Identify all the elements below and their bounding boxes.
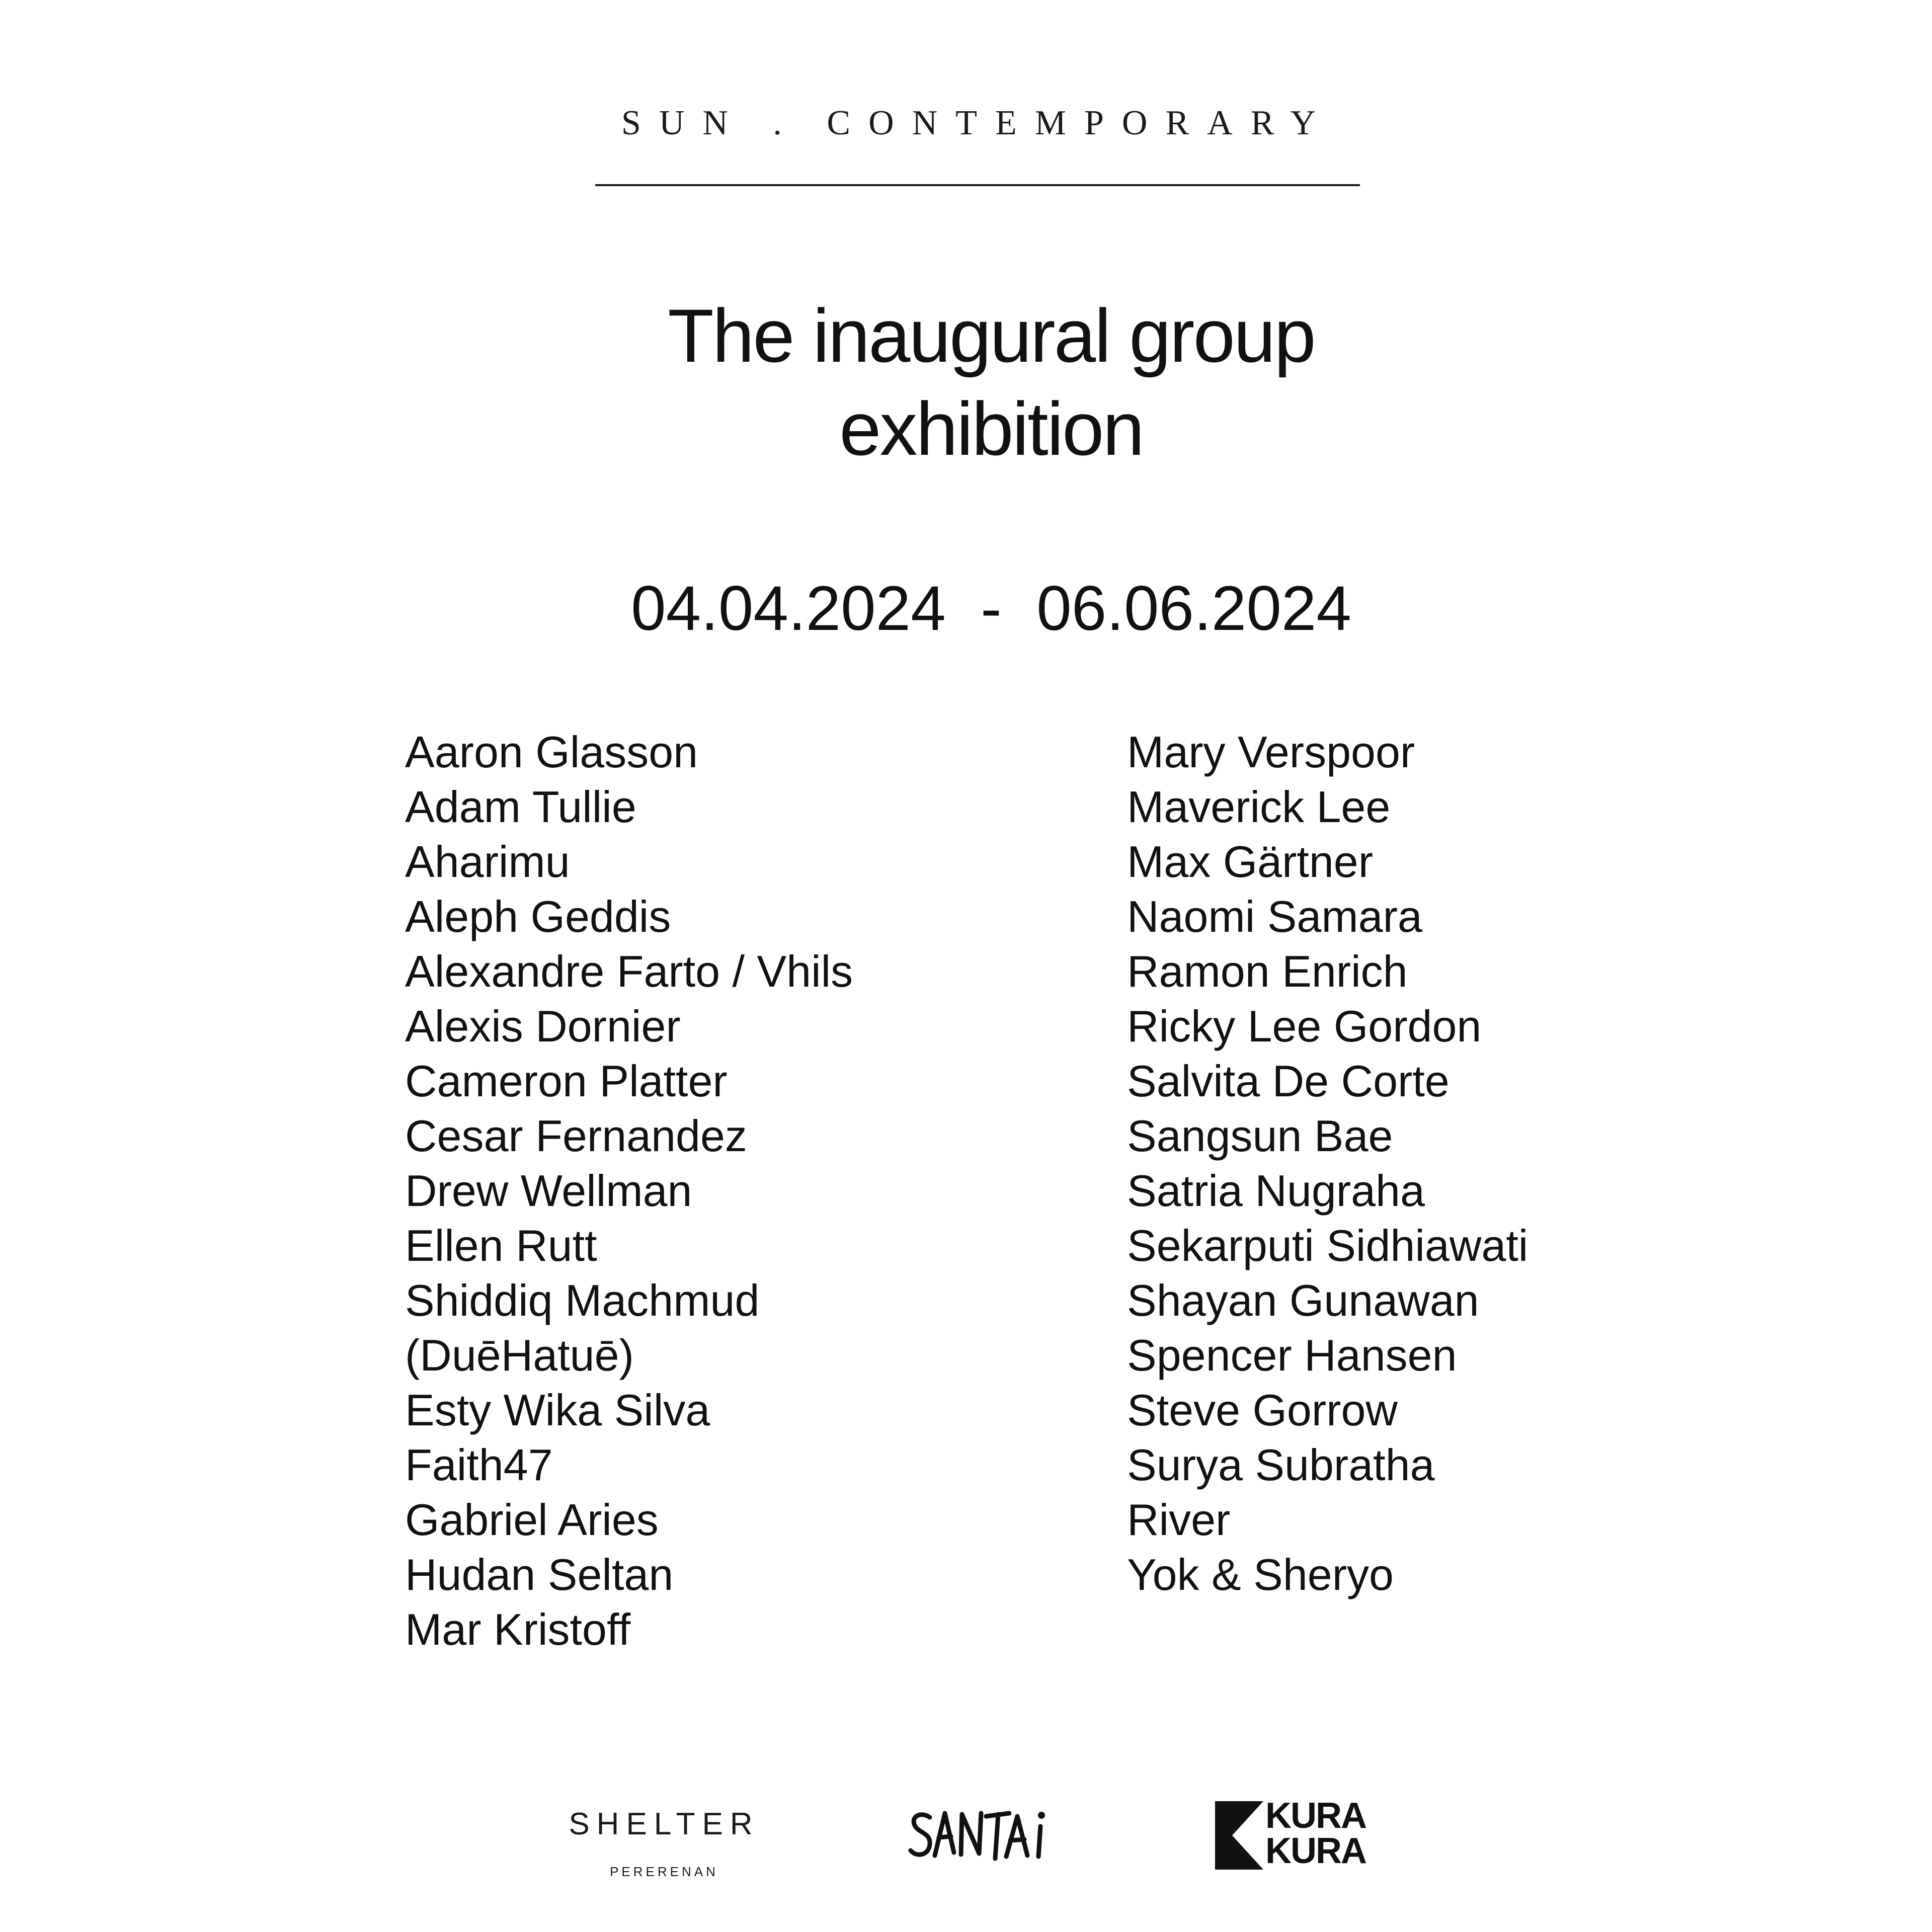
artist-name: River — [1127, 1495, 1231, 1545]
artist-name: Maverick Lee — [1127, 782, 1391, 832]
artist-name: Ellen Rutt — [405, 1221, 597, 1270]
artist-name: (DuēHatuē) — [405, 1330, 634, 1380]
artist-name: Cameron Platter — [405, 1056, 728, 1106]
artist-name: Aaron Glasson — [405, 727, 698, 777]
shelter-logo-subtitle: PERERENAN — [610, 1864, 718, 1879]
santai-logo — [906, 1796, 1057, 1872]
exhibition-dates: 04.04.2024 - 06.06.2024 — [631, 574, 1351, 643]
brand-divider — [595, 184, 1360, 186]
brand-title: SUN . CONTEMPORARY — [621, 104, 1334, 142]
artist-name: Esty Wika Silva — [405, 1385, 710, 1435]
artist-name: Faith47 — [405, 1440, 553, 1490]
artist-name: Spencer Hansen — [1127, 1330, 1457, 1380]
artist-name: Alexis Dornier — [405, 1001, 681, 1051]
artist-name: Aleph Geddis — [405, 892, 671, 941]
kura-kura-logo-mark — [1215, 1801, 1270, 1870]
kura-line-1: KURA — [1265, 1796, 1366, 1836]
artist-name: Ramon Enrich — [1127, 946, 1408, 996]
artist-name: Salvita De Corte — [1127, 1056, 1450, 1106]
artist-name: Steve Gorrow — [1127, 1385, 1398, 1435]
exhibition-title-line1: The inaugural group — [668, 293, 1315, 378]
shelter-logo-name: SHELTER — [569, 1807, 760, 1841]
artist-list-left — [405, 725, 853, 1657]
kura-kura-logo — [1215, 1796, 1381, 1872]
artist-list-right — [1127, 725, 1528, 1602]
shelter-logo — [564, 1806, 765, 1880]
artist-name: Gabriel Aries — [405, 1495, 659, 1545]
artist-name: Adam Tullie — [405, 782, 636, 832]
santai-logo-mark — [906, 1796, 1057, 1872]
exhibition-title-line2: exhibition — [839, 386, 1143, 471]
artist-name: Ricky Lee Gordon — [1127, 1001, 1482, 1051]
artist-name: Mary Verspoor — [1127, 727, 1415, 777]
artist-name: Yok & Sheryo — [1127, 1550, 1394, 1599]
artist-name: Mar Kristoff — [405, 1604, 631, 1654]
artist-name: Cesar Fernandez — [405, 1111, 747, 1161]
artist-name: Shayan Gunawan — [1127, 1275, 1479, 1325]
artist-name: Sekarputi Sidhiawati — [1127, 1221, 1528, 1270]
artist-name: Drew Wellman — [405, 1166, 692, 1216]
artist-name: Alexandre Farto / Vhils — [405, 946, 853, 996]
artist-name: Shiddiq Machmud — [405, 1275, 760, 1325]
artist-name: Sangsun Bae — [1127, 1111, 1393, 1161]
artist-name: Max Gärtner — [1127, 837, 1374, 887]
kura-line-2: KURA — [1265, 1831, 1366, 1871]
artist-name: Aharimu — [405, 837, 570, 887]
artist-name: Surya Subratha — [1127, 1440, 1435, 1490]
artist-name: Naomi Samara — [1127, 892, 1422, 941]
exhibition-title — [463, 289, 1519, 475]
kura-kura-logo-text — [1265, 1798, 1366, 1869]
artist-name: Hudan Seltan — [405, 1550, 674, 1599]
artist-name: Satria Nugraha — [1127, 1166, 1425, 1216]
